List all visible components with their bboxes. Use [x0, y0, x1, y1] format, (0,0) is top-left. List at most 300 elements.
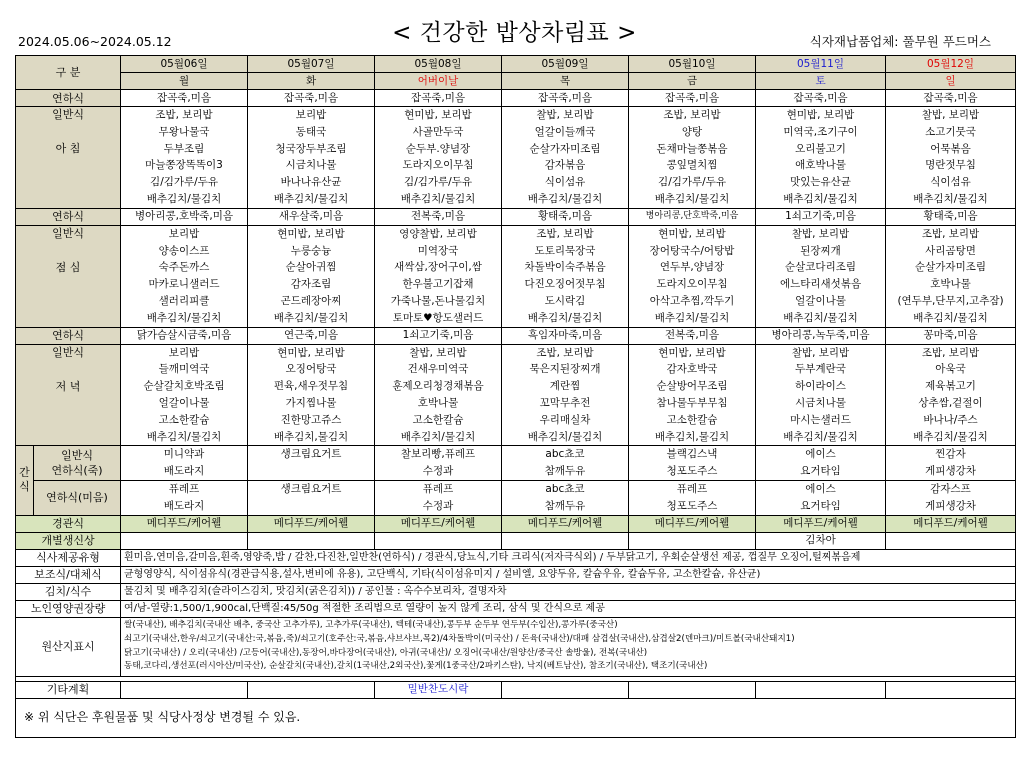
menu-item: 얼갈이나물: [158, 396, 210, 409]
menu-item: 도토리묵장국: [534, 244, 596, 257]
menu-item: 하이라이스: [795, 380, 846, 393]
menu-cell: [375, 446, 502, 481]
menu-item: 게피생강차: [925, 465, 976, 478]
menu-cell: [756, 344, 886, 446]
menu-item: 마늘쫑장똑똑이3: [145, 159, 223, 172]
menu-item: 묵은지된장찌개: [529, 363, 601, 376]
tube-cell: 메디푸드/케어웰: [248, 515, 375, 532]
menu-item: 찰밥, 보리밥: [791, 346, 850, 359]
other-row: [16, 681, 1016, 698]
menu-item: 배추김치/물김치: [400, 430, 476, 443]
supplier-label: 식자재납품업체: 풀무원 푸드머스: [809, 34, 991, 49]
menu-item: 도라지오이무침: [402, 159, 474, 172]
meal-label: 점 심: [55, 260, 81, 274]
menu-item: 제육볶고기: [925, 380, 976, 393]
menu-cell: [629, 225, 756, 327]
special-cell: 김차아: [756, 532, 886, 549]
menu-item: [248, 463, 374, 480]
menu-item: 명란젓무침: [925, 159, 976, 172]
menu-cell: [375, 344, 502, 446]
menu-item: 조밥, 보리밥: [921, 227, 980, 240]
menu-cell: 병아리콩,녹두죽,미음: [756, 327, 886, 344]
menu-item: 얼갈이들깨국: [534, 125, 596, 138]
menu-item: 곤드레장아찌: [280, 294, 342, 307]
tube-cell: 메디푸드/케어웰: [629, 515, 756, 532]
menu-cell: [375, 225, 502, 327]
menu-item: 현미밥, 보리밥: [404, 109, 472, 121]
menu-item: 마시는샐러드: [790, 413, 851, 426]
special-cell: [121, 532, 248, 549]
menu-item: 바나나/주스: [923, 413, 978, 426]
menu-cell: [886, 225, 1016, 327]
menu-item: 된장찌개: [800, 244, 841, 257]
gubun-header: 구 분: [16, 56, 121, 90]
menu-item: 연두부,양념장: [659, 261, 725, 274]
menu-item: 배추김치,물김치: [654, 430, 730, 443]
menu-cell: 연근죽,미음: [248, 327, 375, 344]
origin-label: 원산지표시: [16, 617, 121, 676]
nutrition-label: 노인영양권장량: [16, 600, 121, 617]
menu-item: 현미밥, 보리밥: [786, 109, 855, 121]
menu-item: 찰밥, 보리밥: [536, 109, 594, 121]
menu-item: 진한망고쥬스: [280, 413, 342, 426]
menu-item: 도시락김: [544, 294, 586, 307]
menu-item: 현미밥, 보리밥: [277, 346, 345, 359]
menu-item: 순살가자미조림: [529, 142, 601, 155]
header-row-date: [16, 56, 1016, 73]
menu-item: 두부계란국: [795, 363, 846, 376]
menu-cell: [502, 344, 629, 446]
menu-item: 계란찜: [549, 380, 581, 393]
menu-item: 배추김치/물김치: [654, 311, 730, 324]
menu-cell: 병아리콩,단호박죽,미음: [629, 208, 756, 225]
breakfast-row: [16, 107, 1016, 209]
day-weekday: 어버이날: [375, 73, 502, 90]
menu-item: 보리밥: [168, 227, 200, 240]
snack-soft-juk-text: 연하식(죽): [51, 464, 103, 478]
menu-item: 순살코다리조림: [785, 261, 857, 274]
nutrition-row: [16, 600, 1016, 617]
tube-row: [16, 515, 1016, 532]
menu-item: 배추김치/물김치: [783, 311, 858, 324]
menu-item: 조밥, 보리밥: [663, 109, 721, 121]
footer-row: [16, 698, 1016, 737]
menu-item: 배추김치/물김치: [146, 311, 222, 324]
menu-item: 청국장두부조림: [275, 142, 347, 155]
menu-item: 시금치나물: [795, 396, 846, 409]
menu-item: 수정과: [422, 499, 454, 512]
other-cell: [121, 681, 248, 698]
menu-cell: [375, 480, 502, 515]
menu-item: 아삭고추찜,깍두기: [649, 294, 735, 307]
origin-line: 쌀(국내산), 배추김치(국내산 배추, 중국산 고추가루), 고추가루(국내산), 텍테(국내산),콩두부 순두부 연두부(수입산),콩가루(중국산): [124, 620, 618, 631]
general-label: 일반식: [52, 108, 84, 121]
menu-item: 배도라지: [163, 499, 205, 512]
menu-item: 참나물두부무침: [656, 396, 728, 409]
other-cell: [629, 681, 756, 698]
menu-item: 미니약과: [163, 448, 205, 461]
menu-item: 배추김치/물김치: [146, 192, 222, 205]
origin-line: 닭고기(국내산) / 오리(국내산) /고등어(국내산),동장어,바다장어(국내산), 아귀(국내산)/ 오징어(국내산/원양산/중국산 솔방울), 전복(국내산): [124, 647, 648, 658]
menu-item: 보리밥: [295, 109, 327, 121]
meal-label: 저 녁: [55, 379, 81, 393]
menu-cell: 전복죽,미음: [375, 208, 502, 225]
menu-item: 사골만두국: [412, 125, 464, 138]
menu-item: 배도라지: [163, 465, 205, 478]
menu-item: 미역국,조기구이: [783, 125, 858, 138]
day-weekday: 일: [886, 73, 1016, 90]
menu-cell: 잡곡죽,미음: [886, 90, 1016, 107]
menu-item: 배추김치/물김치: [400, 192, 476, 205]
tube-cell: 메디푸드/케어웰: [375, 515, 502, 532]
day-weekday: 토: [756, 73, 886, 90]
menu-item: 양송이스프: [158, 244, 210, 257]
menu-item: 블랙김스낵: [666, 448, 718, 461]
menu-item: 사리곰탕면: [925, 244, 976, 257]
menu-cell: 병아리콩,호박죽,미음: [121, 208, 248, 225]
menu-item: (연두부,단무지,고추잠): [897, 294, 1004, 307]
menu-cell: 1쇠고기죽,미음: [375, 327, 502, 344]
menu-cell: 잡곡죽,미음: [629, 90, 756, 107]
menu-item: 에이스: [805, 482, 836, 495]
menu-item: 우리매실차: [539, 413, 591, 426]
general-label: 일반식: [52, 226, 84, 240]
soft-label: 연하식: [16, 208, 121, 225]
menu-item: 청포도주스: [666, 499, 718, 512]
snack-label: 간식: [16, 446, 34, 515]
menu-item: 순살가자미조림: [915, 261, 987, 274]
meal-type-label: 식사제공유형: [16, 549, 121, 566]
menu-item: abc쵸코: [545, 448, 585, 461]
menu-item: 퓨레프: [422, 482, 454, 495]
day-date: 05월12일: [886, 56, 1016, 73]
kimchi-text: 물김치 및 배추김치(슬라이스김치, 맛김치(굵은김치)) / 공인물 : 옥수수보리차, 결명자차: [121, 583, 1016, 600]
menu-item: abc쵸코: [545, 482, 585, 495]
meal-type-text: 흰미음,연미음,갈미음,흰죽,영양죽,밥 / 갈찬,다진찬,일반찬(연하식) / 경관식,당뇨식,기타 크리식(저자극식외) / 두부닭고기, 우회순살생선 제공, 껍질무 오징어,털찌볶음제: [121, 549, 1016, 566]
menu-item: 꼬막무추전: [539, 396, 591, 409]
meal-label: 아 침: [55, 142, 81, 155]
menu-table: [15, 55, 1016, 738]
supplement-label: 보조식/대체식: [16, 566, 121, 583]
menu-cell: [248, 225, 375, 327]
menu-item: 감자스프: [930, 482, 971, 495]
menu-item: 조밥, 보리밥: [155, 109, 213, 121]
menu-item: 애호박나물: [795, 159, 846, 172]
menu-item: 얼갈이나물: [795, 294, 846, 307]
menu-item: 감자볶음: [544, 159, 586, 172]
date-range: 2024.05.06~2024.05.12: [18, 34, 172, 49]
menu-item: 배추김치/물김치: [527, 311, 603, 324]
menu-item: 김/김가루/두유: [658, 176, 726, 189]
special-cell: [629, 532, 756, 549]
menu-item: 퓨레프: [676, 482, 708, 495]
menu-cell: [756, 446, 886, 481]
menu-item: 차돌박이숙주볶음: [524, 261, 606, 274]
menu-cell: [886, 480, 1016, 515]
special-cell: [375, 532, 502, 549]
menu-cell: [121, 480, 248, 515]
origin-text: [121, 617, 1016, 676]
general-label: 일반식: [52, 345, 84, 359]
menu-item: 편육,새우젓무침: [273, 380, 349, 393]
menu-cell: [886, 344, 1016, 446]
tube-cell: 메디푸드/케어웰: [121, 515, 248, 532]
meal-type-row: [16, 549, 1016, 566]
menu-item: 찰보리빵,퓨레프: [400, 448, 476, 461]
special-cell: [886, 532, 1016, 549]
other-label: 기타계획: [16, 681, 121, 698]
tube-cell: 메디푸드/케어웰: [886, 515, 1016, 532]
menu-item: 순살갈치호박조림: [143, 380, 225, 393]
menu-item: 식이섬유: [930, 176, 971, 189]
day-date: 05월07일: [248, 56, 375, 73]
menu-item: 에느타리새섯볶음: [779, 278, 862, 291]
menu-item: 배추김치/물김치: [783, 430, 858, 443]
menu-item: 배추김치/물김치: [527, 430, 603, 443]
menu-cell: 새우살죽,미음: [248, 208, 375, 225]
day-date: 05월10일: [629, 56, 756, 73]
menu-cell: [629, 480, 756, 515]
menu-cell: 잡곡죽,미음: [502, 90, 629, 107]
other-cell: [502, 681, 629, 698]
menu-cell: [629, 344, 756, 446]
menu-cell: [502, 480, 629, 515]
menu-item: 현미밥, 보리밥: [658, 227, 726, 240]
menu-item: 두부조림: [163, 142, 205, 155]
menu-cell: 흑임자마죽,미음: [502, 327, 629, 344]
kimchi-row: [16, 583, 1016, 600]
menu-item: 찰밥, 보리밥: [791, 227, 850, 240]
menu-item: 시금치나물: [285, 159, 337, 172]
menu-item: 배추김치,물김치: [273, 430, 349, 443]
menu-item: 들깨미역국: [158, 363, 210, 376]
menu-item: 찰밥, 보리밥: [409, 346, 467, 359]
menu-item: 고소한칼슘: [412, 413, 464, 426]
menu-item: 호박나물: [417, 396, 459, 409]
menu-item: 한우불고기잡채: [402, 278, 474, 291]
breakfast-soft-row: [16, 90, 1016, 107]
menu-item: 무왕나물국: [158, 125, 210, 138]
menu-cell: [756, 225, 886, 327]
menu-item: 가지찜나물: [285, 396, 337, 409]
menu-cell: 잡곡죽,미음: [756, 90, 886, 107]
menu-cell: 황태죽,미음: [886, 208, 1016, 225]
menu-item: 가죽나물,돈나물김치: [390, 294, 486, 307]
menu-cell: [121, 225, 248, 327]
menu-item: 현미밥, 보리밥: [658, 346, 726, 359]
menu-item: 고소한칼슘: [158, 413, 210, 426]
soft-label: 연하식: [16, 327, 121, 344]
menu-cell: 닭가슴살시금죽,미음: [121, 327, 248, 344]
menu-item: 식이섬유: [544, 176, 586, 189]
menu-cell: [502, 446, 629, 481]
menu-cell: [629, 446, 756, 481]
menu-cell: [121, 344, 248, 446]
special-row: [16, 532, 1016, 549]
menu-item: 오징어탕국: [285, 363, 337, 376]
menu-item: 참깨두유: [544, 465, 586, 478]
soft-label: 연하식: [16, 90, 121, 107]
menu-cell: [886, 107, 1016, 209]
day-weekday: 화: [248, 73, 375, 90]
menu-cell: [375, 107, 502, 209]
dinner-label: [16, 344, 121, 446]
origin-row: [16, 617, 1016, 676]
special-label: 개별생신상: [16, 532, 121, 549]
menu-item: 조밥, 보리밥: [536, 346, 594, 359]
origin-line: 동태,코다리,생선포(러시아산/미국산), 순살갈치(국내산),갈치(1국내산,2외국산),꽃게(1중국산/2파키스탄), 낙지(베트남산), 참조기(국내산), 택조기(국내산): [124, 661, 708, 672]
menu-item: 참깨두유: [544, 499, 586, 512]
nutrition-text: 여/남-열량:1,500/1,900cal,단백질:45/50g 적절한 조리법으로 열량이 높지 않게 조리, 삼식 및 간식으로 제공: [121, 600, 1016, 617]
menu-item: 배추김치/물김치: [527, 192, 603, 205]
menu-item: 훈제오리청경채볶음: [392, 380, 484, 393]
menu-item: 게피생강차: [925, 499, 976, 512]
snack-general-row: [16, 446, 1016, 481]
menu-item: 새싹삼,장어구이,쌈: [394, 261, 482, 274]
menu-item: 콩잎멸치찜: [666, 159, 718, 172]
menu-item: 어묵볶음: [930, 142, 971, 155]
menu-cell: 꽁마죽,미음: [886, 327, 1016, 344]
other-cell: 밀반찬도시락: [375, 681, 502, 698]
menu-item: 배추김치/물김치: [913, 430, 988, 443]
menu-item: 찰밥, 보리밥: [921, 109, 980, 121]
menu-item: 청포도주스: [666, 465, 718, 478]
menu-cell: [248, 446, 375, 481]
menu-item: [248, 498, 374, 515]
snack-soft-label: 연하식(미음): [34, 480, 121, 515]
menu-cell: [502, 107, 629, 209]
menu-item: 미역장국: [417, 244, 459, 257]
breakfast-label: [16, 107, 121, 209]
special-cell: [502, 532, 629, 549]
menu-cell: [121, 107, 248, 209]
menu-item: 소고기뭇국: [925, 125, 976, 138]
menu-item: 퓨레프: [168, 482, 200, 495]
menu-item: 동태국: [295, 125, 327, 138]
menu-item: 생크림요거트: [280, 482, 342, 495]
menu-item: 아욱국: [935, 363, 966, 376]
day-date: 05월11일: [756, 56, 886, 73]
menu-item: 조밥, 보리밥: [921, 346, 980, 359]
menu-cell: 황태죽,미음: [502, 208, 629, 225]
menu-item: 배추김치/물김치: [273, 311, 349, 324]
menu-cell: 잡곡죽,미음: [375, 90, 502, 107]
menu-item: 에이스: [805, 448, 836, 461]
footer-note: ※ 위 식단은 후원물품 및 식당사정상 변경될 수 있음.: [16, 698, 1016, 737]
lunch-label: [16, 225, 121, 327]
menu-cell: 잡곡죽,미음: [248, 90, 375, 107]
menu-item: 도라지오이무침: [656, 278, 728, 291]
menu-item: 양탕: [681, 125, 703, 138]
menu-item: 맛있는유산균: [790, 176, 851, 189]
kimchi-label: 김치/식수: [16, 583, 121, 600]
tube-cell: 메디푸드/케어웰: [502, 515, 629, 532]
menu-item: 돈채마늘쫑볶음: [656, 142, 728, 155]
menu-item: 순살아귀찜: [285, 261, 337, 274]
snack-soft-row: [16, 480, 1016, 515]
menu-item: 다진오징어젓무침: [524, 278, 606, 291]
menu-item: 장어탕국수/어탕밥: [649, 244, 735, 257]
menu-item: 김/김가루/두유: [404, 176, 472, 189]
menu-cell: [756, 107, 886, 209]
lunch-row: [16, 225, 1016, 327]
menu-item: 호박나물: [930, 278, 971, 291]
other-cell: [756, 681, 886, 698]
menu-item: 찐감자: [935, 448, 966, 461]
snack-general-label: [34, 446, 121, 481]
other-cell: [886, 681, 1016, 698]
menu-item: 보리밥: [168, 346, 200, 359]
menu-item: 마카로니샐러드: [148, 278, 220, 291]
menu-item: 배추김치/물김치: [654, 192, 730, 205]
menu-item: 영양찰밥, 보리밥: [399, 227, 477, 240]
dinner-row: [16, 344, 1016, 446]
origin-line: 쇠고기(국내산,한우/쇠고기(국내산:국,볶음,죽)/쇠고기(호주산:국,볶음,샤브샤브,목2)/4차돌박이(미국산) / 돈육(국내산)/대패 삼겹살(국내산),삼겹살2(덴마크)/미트볼(국내산돼지1): [124, 633, 795, 644]
menu-item: 숙주돈까스: [158, 261, 210, 274]
menu-item: 현미밥, 보리밥: [277, 227, 345, 240]
menu-cell: [502, 225, 629, 327]
menu-cell: [756, 480, 886, 515]
menu-item: 배추김치/물김치: [913, 192, 988, 205]
menu-cell: [886, 446, 1016, 481]
menu-item: 오리불고기: [795, 142, 846, 155]
menu-item: 토마토♥항도샐러드: [392, 311, 484, 324]
menu-item: 배추김치/물김치: [273, 192, 349, 205]
day-date: 05월06일: [121, 56, 248, 73]
menu-item: 고소한칼슘: [666, 413, 718, 426]
lunch-soft-row: [16, 208, 1016, 225]
menu-item: 배추김치/물김치: [783, 192, 858, 205]
header-row-weekday: [16, 73, 1016, 90]
menu-cell: 1쇠고기죽,미음: [756, 208, 886, 225]
tube-label: 경관식: [16, 515, 121, 532]
menu-item: 배추김치/물김치: [913, 311, 988, 324]
menu-cell: 잡곡죽,미음: [121, 90, 248, 107]
menu-item: 순살방어무조림: [656, 380, 728, 393]
menu-item: 상추쌈,겉절이: [918, 396, 983, 409]
menu-item: 생크림요거트: [280, 448, 342, 461]
menu-item: 바나나유산균: [280, 176, 342, 189]
menu-cell: [248, 107, 375, 209]
menu-item: 요거타임: [800, 465, 841, 478]
day-weekday: 목: [502, 73, 629, 90]
supplement-row: [16, 566, 1016, 583]
tube-cell: 메디푸드/케어웰: [756, 515, 886, 532]
supplement-text: 균형영양식, 식이섬유식(경관급식용,설사,변비에 유용), 고단백식, 기타(식이섬유미지 / 설비엘, 요양두유, 칼슘우유, 칼슘두유, 고소한칼슘, 유산균): [121, 566, 1016, 583]
menu-item: 수정과: [422, 465, 454, 478]
menu-item: 배추김치/물김치: [146, 430, 222, 443]
day-weekday: 월: [121, 73, 248, 90]
menu-item: 감자호박국: [666, 363, 718, 376]
menu-item: 김/김가루/두유: [150, 176, 218, 189]
menu-cell: [121, 446, 248, 481]
day-date: 05월08일: [375, 56, 502, 73]
page-title: < 건강한 밥상차림표 >: [392, 20, 637, 46]
snack-general-text: 일반식: [61, 449, 93, 463]
other-cell: [248, 681, 375, 698]
day-weekday: 금: [629, 73, 756, 90]
special-cell: [248, 532, 375, 549]
menu-item: 감자조림: [290, 278, 332, 291]
menu-cell: [629, 107, 756, 209]
menu-cell: [248, 480, 375, 515]
menu-item: 건새우미역국: [407, 363, 469, 376]
menu-item: 순두부.양념장: [405, 142, 471, 155]
menu-cell: 전복죽,미음: [629, 327, 756, 344]
menu-item: 누룽숭늉: [290, 244, 332, 257]
dinner-soft-row: [16, 327, 1016, 344]
day-date: 05월09일: [502, 56, 629, 73]
